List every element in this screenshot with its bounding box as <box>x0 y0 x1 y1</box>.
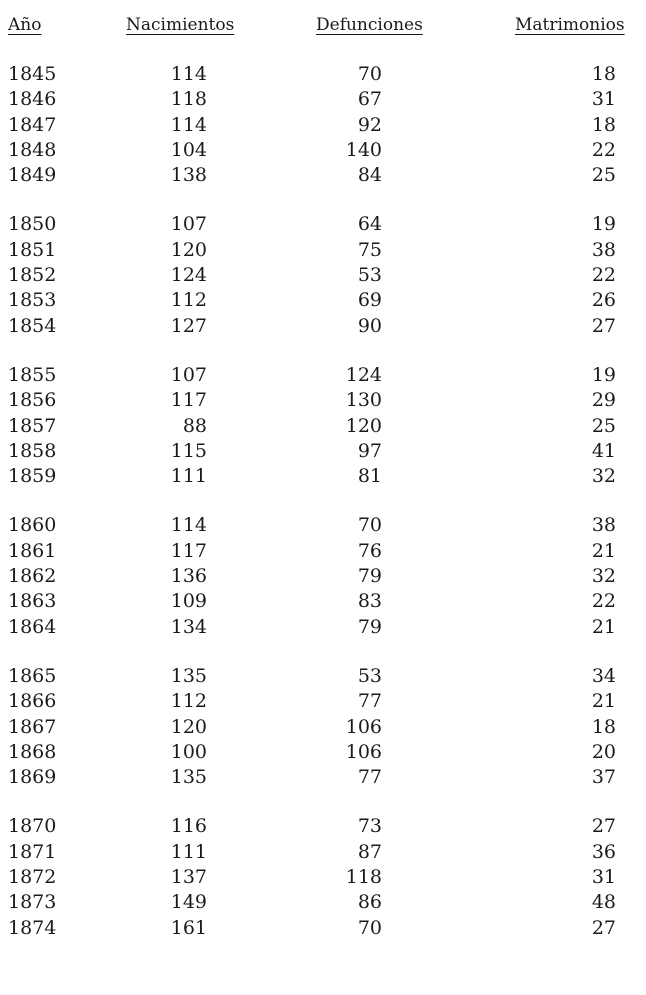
marriages-cell: 41 <box>591 439 616 462</box>
marriages-cell: 19 <box>591 363 616 386</box>
deaths-cell: 70 <box>357 916 382 939</box>
table-row <box>0 589 646 614</box>
births-cell: 161 <box>170 916 207 939</box>
marriages-cell: 34 <box>591 664 616 687</box>
marriages-cell: 21 <box>591 690 616 713</box>
table-row <box>0 865 646 890</box>
deaths-cell: 70 <box>357 514 382 537</box>
marriages-cell: 22 <box>591 264 616 287</box>
marriages-cell: 21 <box>591 539 616 562</box>
year-cell: 1847 <box>8 113 57 136</box>
births-cell: 109 <box>170 590 207 613</box>
births-cell: 127 <box>170 314 207 337</box>
births-cell: 111 <box>170 465 207 488</box>
year-cell: 1872 <box>8 866 57 889</box>
deaths-cell: 77 <box>357 690 382 713</box>
marriages-cell: 38 <box>591 238 616 261</box>
marriages-cell: 18 <box>591 63 616 85</box>
row-group <box>0 814 646 940</box>
year-cell: 1855 <box>8 363 57 386</box>
births-cell: 135 <box>170 766 207 789</box>
year-cell: 1849 <box>8 164 57 187</box>
deaths-cell: 69 <box>357 289 382 312</box>
table-row <box>0 212 646 237</box>
deaths-cell: 130 <box>345 389 382 412</box>
year-cell: 1862 <box>8 565 57 588</box>
deaths-cell: 70 <box>357 63 382 85</box>
deaths-cell: 83 <box>357 590 382 613</box>
births-cell: 120 <box>170 238 207 261</box>
year-cell: 1848 <box>8 138 57 161</box>
deaths-cell: 53 <box>357 664 382 687</box>
year-cell: 1869 <box>8 766 57 789</box>
deaths-cell: 106 <box>345 740 382 763</box>
table-row <box>0 163 646 188</box>
marriages-cell: 22 <box>591 138 616 161</box>
births-cell: 149 <box>170 891 207 914</box>
table-row <box>0 765 646 790</box>
table-row <box>0 238 646 263</box>
year-cell: 1846 <box>8 88 57 111</box>
births-cell: 112 <box>170 690 207 713</box>
deaths-cell: 53 <box>357 264 382 287</box>
table-row <box>0 263 646 288</box>
marriages-cell: 18 <box>591 715 616 738</box>
year-cell: 1864 <box>8 615 57 638</box>
marriages-cell: 20 <box>591 740 616 763</box>
births-cell: 88 <box>182 414 207 437</box>
table-row <box>0 916 646 941</box>
table-row <box>0 890 646 915</box>
marriages-cell: 27 <box>591 314 616 337</box>
births-cell: 111 <box>170 840 207 863</box>
deaths-cell: 97 <box>357 439 382 462</box>
marriages-cell: 31 <box>591 88 616 111</box>
births-cell: 136 <box>170 565 207 588</box>
table-row <box>0 814 646 839</box>
year-cell: 1865 <box>8 664 57 687</box>
table-row <box>0 314 646 339</box>
year-cell: 1858 <box>8 439 57 462</box>
births-cell: 107 <box>170 363 207 386</box>
marriages-cell: 18 <box>591 113 616 136</box>
marriages-cell: 22 <box>591 590 616 613</box>
table-row <box>0 87 646 112</box>
births-cell: 115 <box>170 439 207 462</box>
table-row <box>0 539 646 564</box>
table-row <box>0 615 646 640</box>
year-cell: 1857 <box>8 414 57 437</box>
table-row <box>0 439 646 464</box>
table-row <box>0 689 646 714</box>
births-cell: 114 <box>170 113 207 136</box>
deaths-cell: 79 <box>357 565 382 588</box>
deaths-cell: 67 <box>357 88 382 111</box>
births-cell: 118 <box>170 88 207 111</box>
table-row <box>0 564 646 589</box>
deaths-cell: 86 <box>357 891 382 914</box>
year-cell: 1853 <box>8 289 57 312</box>
marriages-cell: 29 <box>591 389 616 412</box>
deaths-cell: 87 <box>357 840 382 863</box>
table-row <box>0 138 646 163</box>
deaths-cell: 73 <box>357 815 382 838</box>
marriages-cell: 31 <box>591 866 616 889</box>
deaths-cell: 75 <box>357 238 382 261</box>
deaths-cell: 140 <box>345 138 382 161</box>
births-cell: 124 <box>170 264 207 287</box>
deaths-cell: 77 <box>357 766 382 789</box>
births-cell: 135 <box>170 664 207 687</box>
row-group <box>0 513 646 639</box>
year-cell: 1870 <box>8 815 57 838</box>
deaths-cell: 106 <box>345 715 382 738</box>
table-body <box>0 62 646 965</box>
year-cell: 1860 <box>8 514 57 537</box>
year-cell: 1868 <box>8 740 57 763</box>
year-cell: 1871 <box>8 840 57 863</box>
year-cell: 1863 <box>8 590 57 613</box>
year-cell: 1874 <box>8 916 57 939</box>
year-cell: 1866 <box>8 690 57 713</box>
deaths-cell: 92 <box>357 113 382 136</box>
table-row <box>0 513 646 538</box>
row-group <box>0 62 646 188</box>
marriages-cell: 25 <box>591 414 616 437</box>
deaths-cell: 90 <box>357 314 382 337</box>
table-row <box>0 840 646 865</box>
marriages-cell: 32 <box>591 465 616 488</box>
year-cell: 1861 <box>8 539 57 562</box>
births-cell: 117 <box>170 389 207 412</box>
row-group <box>0 664 646 790</box>
table-row <box>0 464 646 489</box>
marriages-cell: 38 <box>591 514 616 537</box>
marriages-cell: 26 <box>591 289 616 312</box>
year-cell: 1850 <box>8 213 57 236</box>
header-births: Nacimientos <box>126 15 235 35</box>
deaths-cell: 120 <box>345 414 382 437</box>
births-cell: 104 <box>170 138 207 161</box>
births-cell: 114 <box>170 514 207 537</box>
table-row <box>0 664 646 689</box>
deaths-cell: 76 <box>357 539 382 562</box>
births-cell: 107 <box>170 213 207 236</box>
marriages-cell: 21 <box>591 615 616 638</box>
table-row <box>0 414 646 439</box>
deaths-cell: 79 <box>357 615 382 638</box>
births-cell: 114 <box>170 63 207 85</box>
header-year: Año <box>8 15 42 35</box>
year-cell: 1867 <box>8 715 57 738</box>
marriages-cell: 37 <box>591 766 616 789</box>
marriages-cell: 27 <box>591 815 616 838</box>
marriages-cell: 19 <box>591 213 616 236</box>
deaths-cell: 81 <box>357 465 382 488</box>
deaths-cell: 118 <box>345 866 382 889</box>
table-row <box>0 740 646 765</box>
births-cell: 100 <box>170 740 207 763</box>
births-cell: 120 <box>170 715 207 738</box>
table-row <box>0 363 646 388</box>
deaths-cell: 124 <box>345 363 382 386</box>
table-row <box>0 388 646 413</box>
year-cell: 1859 <box>8 465 57 488</box>
row-group <box>0 212 646 338</box>
year-cell: 1854 <box>8 314 57 337</box>
births-cell: 138 <box>170 164 207 187</box>
births-cell: 134 <box>170 615 207 638</box>
year-cell: 1851 <box>8 238 57 261</box>
births-cell: 116 <box>170 815 207 838</box>
year-cell: 1856 <box>8 389 57 412</box>
year-cell: 1852 <box>8 264 57 287</box>
year-cell: 1873 <box>8 891 57 914</box>
births-cell: 137 <box>170 866 207 889</box>
marriages-cell: 27 <box>591 916 616 939</box>
table-row <box>0 288 646 313</box>
header-deaths: Defunciones <box>316 15 423 35</box>
header-marriages: Matrimonios <box>515 15 625 35</box>
births-cell: 112 <box>170 289 207 312</box>
births-cell: 117 <box>170 539 207 562</box>
deaths-cell: 64 <box>357 213 382 236</box>
year-cell: 1845 <box>8 63 57 85</box>
row-group <box>0 363 646 489</box>
table-header <box>0 14 646 38</box>
marriages-cell: 36 <box>591 840 616 863</box>
table-row <box>0 62 646 87</box>
table-row <box>0 113 646 138</box>
marriages-cell: 25 <box>591 164 616 187</box>
table-row <box>0 715 646 740</box>
marriages-cell: 48 <box>591 891 616 914</box>
deaths-cell: 84 <box>357 164 382 187</box>
marriages-cell: 32 <box>591 565 616 588</box>
